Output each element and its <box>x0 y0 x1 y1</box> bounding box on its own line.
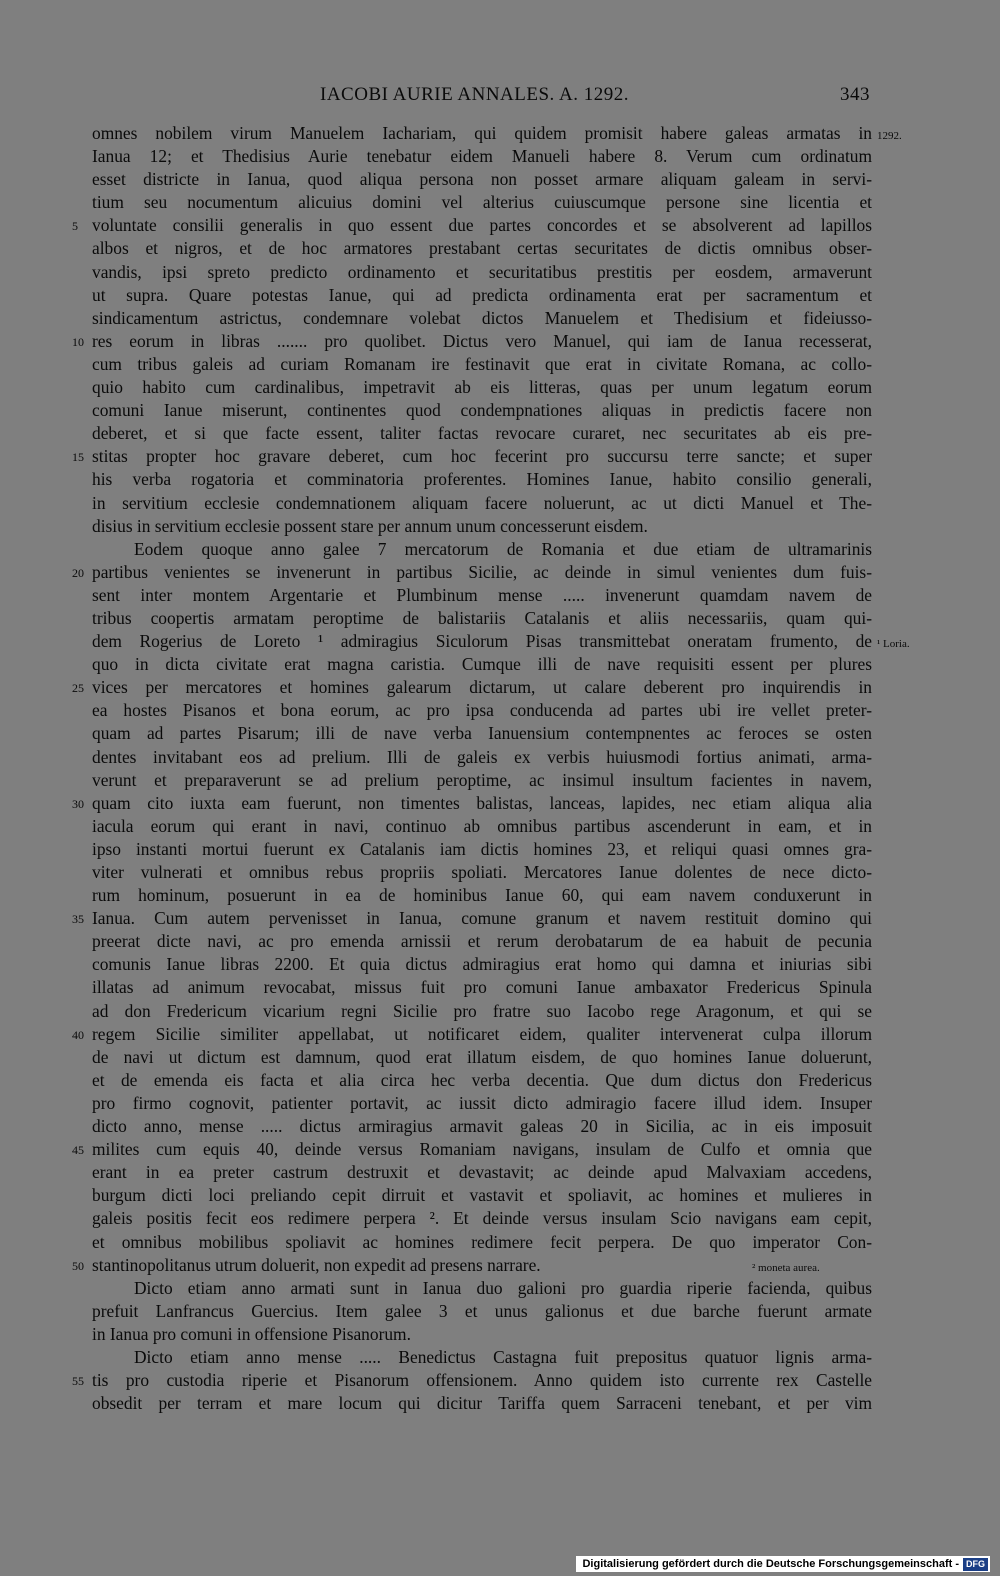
line-text: ea hostes Pisanos et bona eorum, ac pro ipsa conducenda ad partes ubi ire vellet preter- <box>92 700 872 721</box>
line-text: viter vulnerati et omnibus rebus propriis spoliati. Mercatores Ianue dolentes de nece dicto- <box>92 862 872 882</box>
line-text: dentes invitabant eos ad prelium. Illi de galeis ex verbis huiusmodi fortius animati, arma- <box>92 746 872 767</box>
text-line <box>72 792 872 815</box>
text-line <box>72 1138 872 1161</box>
line-text: illatas ad animum revocabat, missus fuit pro comuni Ianue ambaxator Fredericus Spinula <box>92 977 872 998</box>
footer-credit <box>576 1556 990 1572</box>
text-line <box>92 353 872 376</box>
line-text: tium seu nocumentum alicuius domini vel alterius cuiuscumque persone sine licentia et <box>92 192 872 213</box>
line-text: vices per mercatores et homines galearum dictarum, ut calare deberent pro inquirendis in <box>92 677 872 698</box>
line-text: comunis Ianue libras 2200. Et quia dictus admiragius erat homo qui damna et iniurias sibi <box>92 954 872 975</box>
running-header <box>90 84 870 110</box>
text-line <box>92 630 910 653</box>
line-number: 5 <box>72 219 78 234</box>
line-text: in servitium ecclesie condemnationem aliquam facere noluerunt, ac ut dicti Manuel et The- <box>92 492 872 513</box>
line-text: Eodem quoque anno galee 7 mercatorum de Romania et due etiam de ultramarinis <box>134 538 872 559</box>
body-text <box>72 122 910 1415</box>
line-text: obsedit per terram et mare locum qui dicitur Tariffa quem Sarraceni tenebant, et per vim <box>92 1393 872 1414</box>
text-line <box>92 1323 872 1346</box>
line-text: esset districte in Ianua, quod aliqua persona non posset armare aliquam galeam in servi- <box>92 169 872 190</box>
footnote: ² moneta aurea. <box>752 1261 820 1274</box>
text-line <box>92 1231 872 1254</box>
line-text: prefuit Lanfrancus Guercius. Item galee 3 et unus galionus et due barche fuerunt armate <box>92 1300 872 1321</box>
line-text: quo in dicta civitate erat magna caristia. Cumque illi de nave requisiti essent per plures <box>92 654 872 675</box>
text-line <box>92 1207 872 1230</box>
line-text: et de emenda eis facta et alia circa hec verba decentia. Que dum dictus don Fredericus <box>92 1069 872 1090</box>
line-text: dicto anno, mense ..... dictus armiragius armavit galeas 20 in Sicilia, ac in eis imposuit <box>92 1116 872 1137</box>
line-text: ut supra. Quare potestas Ianue, qui ad predicta ordinamenta erat per sacramentum et <box>92 284 872 305</box>
line-number: 30 <box>72 796 84 811</box>
text-line <box>72 445 872 468</box>
text-line <box>92 376 872 399</box>
text-line <box>92 722 872 745</box>
text-line <box>92 422 872 445</box>
text-line <box>92 122 902 145</box>
line-text: albos et nigros, et de hoc armatores prestabant certas securitates de dictis omnibus obser- <box>92 238 872 259</box>
line-number: 50 <box>72 1258 84 1273</box>
line-number: 20 <box>72 565 84 580</box>
text-line <box>92 653 872 676</box>
text-line <box>92 584 872 607</box>
text-line <box>92 1346 872 1369</box>
line-text: deberet, et si que facte essent, taliter factas revocare curaret, nec securitates ab eis pre- <box>92 423 872 444</box>
line-text: pro firmo cognovit, patienter portavit, ac iussit dicto admiragio facere illud idem. Insuper <box>92 1092 872 1113</box>
text-line <box>92 468 872 491</box>
text-line <box>92 746 872 769</box>
line-text: erant in ea preter castrum destruxit et devastavit; ac deinde apud Malvaxiam accedens, <box>92 1162 872 1183</box>
line-number: 15 <box>72 450 84 465</box>
text-line <box>92 284 872 307</box>
line-text: sindicamentum astrictus, condemnare volebat dictos Manuelem et Thedisium et fideiusso- <box>92 307 872 328</box>
line-text: res eorum in libras ....... pro quolibet. Dictus vero Manuel, qui iam de Ianua recesserat, <box>92 330 872 351</box>
text-line <box>92 1115 872 1138</box>
line-number: 40 <box>72 1027 84 1042</box>
line-text: quam ad partes Pisarum; illi de nave verba Ianuensium contempnentes ac feroces se osten <box>92 723 872 744</box>
text-line <box>72 1254 872 1277</box>
text-line <box>92 1046 872 1069</box>
text-line <box>92 1000 872 1023</box>
text-line <box>92 1161 872 1184</box>
line-text: Ianua 12; et Thedisius Aurie tenebatur eidem Manueli habere 8. Verum cum ordinatum <box>92 146 872 167</box>
margin-note: ¹ Loria. <box>877 638 910 651</box>
line-text: rum hominum, posuerunt in ea de hominibus Ianue 60, qui eam navem conduxerunt in <box>92 885 872 906</box>
line-number: 55 <box>72 1374 84 1389</box>
line-number: 25 <box>72 681 84 696</box>
text-line <box>92 815 872 838</box>
line-text: tribus coopertis armatam peroptime de balistariis Catalanis et aliis necessariis, quam qui- <box>92 607 872 628</box>
text-line <box>92 307 872 330</box>
text-line <box>92 1069 872 1092</box>
text-line <box>92 538 872 561</box>
text-line <box>92 607 872 630</box>
text-line <box>92 168 872 191</box>
line-text: stantinopolitanus utrum doluerit, non expedit ad presens narrare. <box>92 1254 541 1275</box>
line-text: in Ianua pro comuni in offensione Pisanorum. <box>92 1323 411 1344</box>
line-text: et omnibus mobilibus spoliavit ac homines redimere fecit perpera. De quo imperator Con- <box>92 1231 872 1252</box>
line-text: preerat dicte navi, ac pro emenda arnissii et rerum derobatarum de ea habuit de pecunia <box>92 931 872 952</box>
text-line <box>92 930 872 953</box>
text-line <box>92 261 872 284</box>
text-line <box>92 884 872 907</box>
line-text: comuni Ianue miserunt, continentes quod condempnationes aliquas in predictis facere non <box>92 400 872 421</box>
line-text: burgum dicti loci preliando cepit dirruit et vastavit et spoliavit, ac homines et mulieres in <box>92 1185 872 1206</box>
text-line <box>92 699 872 722</box>
text-line <box>92 838 872 861</box>
line-text: stitas propter hoc gravare deberet, cum hoc fecerint pro succursu terre sancte; et super <box>92 446 872 467</box>
text-line <box>72 214 872 237</box>
line-text: quio habito cum cardinalibus, impetravit ab eis litteras, quas per unum legatum eorum <box>92 377 872 398</box>
line-text: ad don Fredericum vicarium regni Sicilie pro fratre suo Iacobo rege Aragonum, et qui se <box>92 1000 872 1021</box>
line-text: dem Rogerius de Loreto ¹ admiragius Siculorum Pisas transmittebat oneratam frumento, de <box>92 631 872 652</box>
line-text: sent inter montem Argentarie et Plumbinum mense ..... invenerunt quamdam navem de <box>92 584 872 605</box>
line-text: galeis positis fecit eos redimere perpera ². Et deinde versus insulam Scio navigans eam cepit, <box>92 1208 872 1229</box>
text-line <box>72 676 872 699</box>
line-number: 45 <box>72 1143 84 1158</box>
line-text: verunt et preparaverunt se ad prelium peroptime, ac insimul insultum facientes in navem, <box>92 769 872 790</box>
text-line <box>72 561 872 584</box>
text-line <box>72 330 872 353</box>
line-number: 35 <box>72 912 84 927</box>
text-line <box>92 1184 872 1207</box>
line-text: partibus venientes se invenerunt in partibus Sicilie, ac deinde in simul venientes dum fuis- <box>92 561 872 582</box>
text-line <box>92 515 872 538</box>
line-text: quam cito iuxta eam fuerunt, non timentes balistas, lanceas, lapides, nec etiam aliqua alia <box>92 792 872 813</box>
line-text: his verba rogatoria et comminatoria proferentes. Homines Ianue, habito consilio generali, <box>92 469 872 490</box>
text-line <box>92 953 872 976</box>
line-text: de navi ut dictum est damnum, quod erat illatum eisdem, de quo homines Ianue doluerunt, <box>92 1046 872 1067</box>
line-text: milites cum equis 40, deinde versus Romaniam navigans, insulam de Culfo et omnia que <box>92 1139 872 1160</box>
text-line <box>92 191 872 214</box>
line-text: voluntate consilii generalis in quo essent due partes concordes et se absolverent ad lapillos <box>92 215 872 236</box>
line-text: Dicto etiam anno armati sunt in Ianua duo galioni pro guardia riperie facienda, quibus <box>134 1277 872 1298</box>
running-title: IACOBI AURIE ANNALES. A. 1292. <box>320 84 629 105</box>
line-text: omnes nobilem virum Manuelem Iachariam, qui quidem promisit habere galeas armatas in <box>92 123 872 143</box>
line-text: ipso instanti mortui fuerunt ex Catalanis iam dictis homines 23, et reliqui quasi omnes gra- <box>92 838 872 859</box>
text-line <box>92 492 872 515</box>
text-line <box>92 237 872 260</box>
line-text: Dicto etiam anno mense ..... Benedictus Castagna fuit prepositus quatuor lignis arma- <box>134 1346 872 1367</box>
line-text: disius in servitium ecclesie possent stare per annum unum concesserunt eisdem. <box>92 515 648 536</box>
text-line <box>92 976 872 999</box>
text-line <box>92 1092 872 1115</box>
text-line <box>92 145 872 168</box>
text-line <box>72 1023 872 1046</box>
line-text: cum tribus galeis ad curiam Romanam ire festinavit que erat in civitate Romana, ac collo- <box>92 353 872 374</box>
line-number: 10 <box>72 334 84 349</box>
line-text: iacula eorum qui erant in navi, continuo ab omnibus partibus ascenderunt in eam, et in <box>92 815 872 836</box>
text-line <box>92 861 872 884</box>
line-text: tis pro custodia riperie et Pisanorum offensionem. Anno quidem isto currente rex Castelle <box>92 1370 872 1391</box>
line-text: regem Sicilie similiter appellabat, ut notificaret eidem, qualiter intervenerat culpa illorum <box>92 1023 872 1044</box>
text-line <box>92 399 872 422</box>
text-line <box>72 907 872 930</box>
text-line <box>72 1369 872 1392</box>
text-line <box>92 1300 872 1323</box>
footer-text: Digitalisierung gefördert durch die Deutsche Forschungsgemeinschaft - <box>582 1558 959 1570</box>
dfg-logo-icon: DFG <box>963 1558 988 1571</box>
line-text: vandis, ipsi spreto predicto ordinamento et securitatibus prestitis per eosdem, armaverunt <box>92 261 872 282</box>
margin-note: 1292. <box>877 130 902 142</box>
text-line <box>92 1392 872 1415</box>
text-line <box>92 769 872 792</box>
page-number: 343 <box>840 84 870 105</box>
line-text: Ianua. Cum autem pervenisset in Ianua, comune granum et navem restituit domino qui <box>92 908 872 929</box>
text-line <box>92 1277 872 1300</box>
